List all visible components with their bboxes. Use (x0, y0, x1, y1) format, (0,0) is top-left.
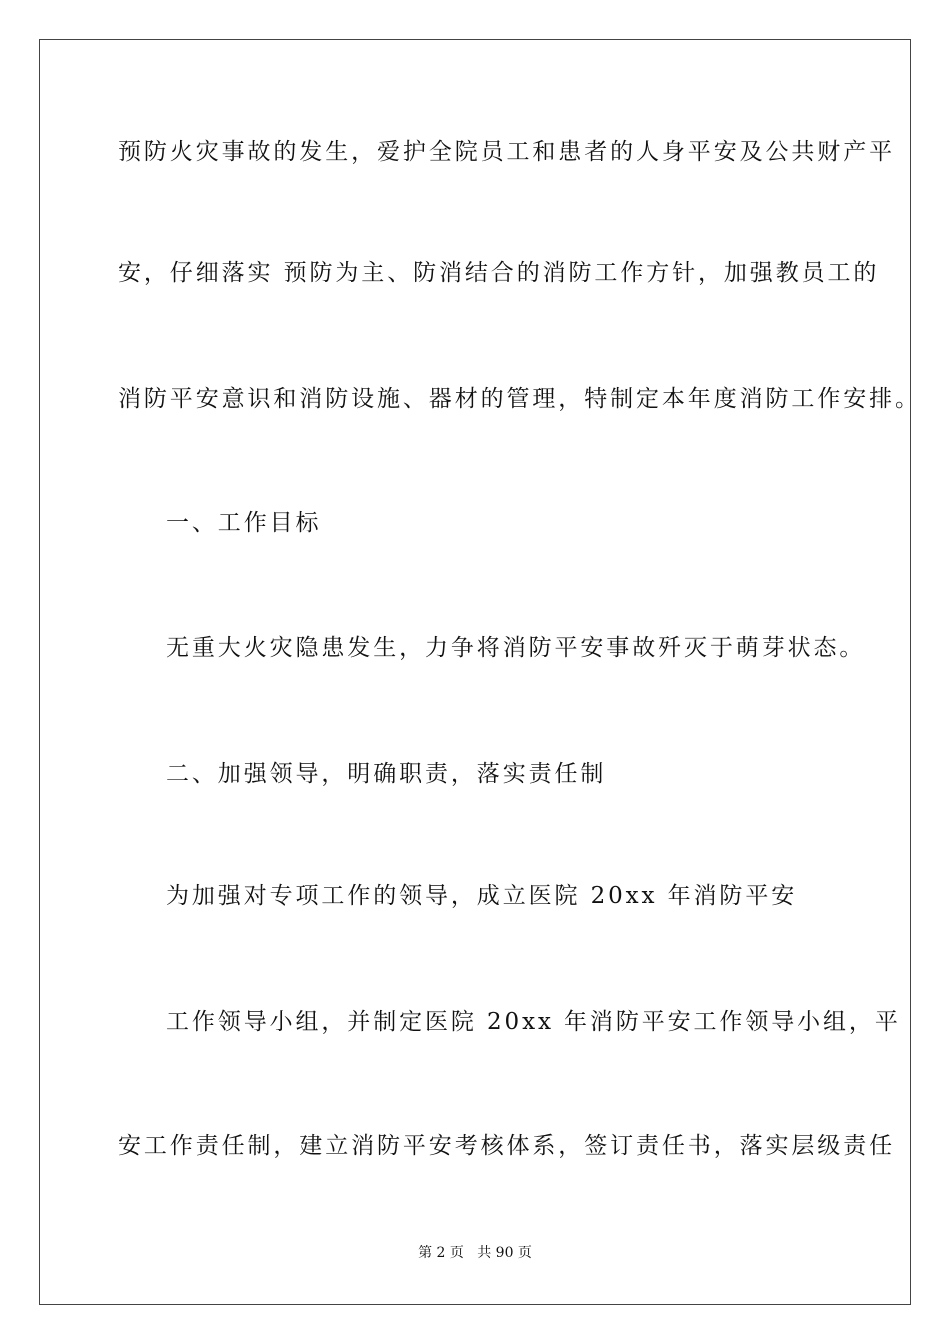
paragraph-line-3: 消防平安意识和消防设施、器材的管理，特制定本年度消防工作安排。 (118, 386, 921, 412)
paragraph-line-5: 无重大火灾隐患发生，力争将消防平安事故歼灭于萌芽状态。 (166, 635, 866, 661)
paragraph-line-8: 工作领导小组，并制定医院 20xx 年消防平安工作领导小组，平 (166, 1009, 901, 1035)
paragraph-line-1: 预防火灾事故的发生，爱护全院员工和患者的人身平安及公共财产平 (118, 139, 895, 165)
section-heading-leadership: 二、加强领导，明确职责，落实责任制 (166, 761, 607, 787)
paragraph-line-2: 安，仔细落实 预防为主、防消结合的消防工作方针，加强教员工的 (118, 260, 880, 286)
paragraph-line-9: 安工作责任制，建立消防平安考核体系，签订责任书，落实层级责任 (118, 1133, 895, 1159)
section-heading-goals: 一、工作目标 (166, 510, 322, 536)
paragraph-line-7: 为加强对专项工作的领导，成立医院 20xx 年消防平安 (166, 883, 798, 909)
page-number-footer: 第 2 页 共 90 页 (418, 1245, 532, 1261)
page-border (39, 39, 911, 1305)
